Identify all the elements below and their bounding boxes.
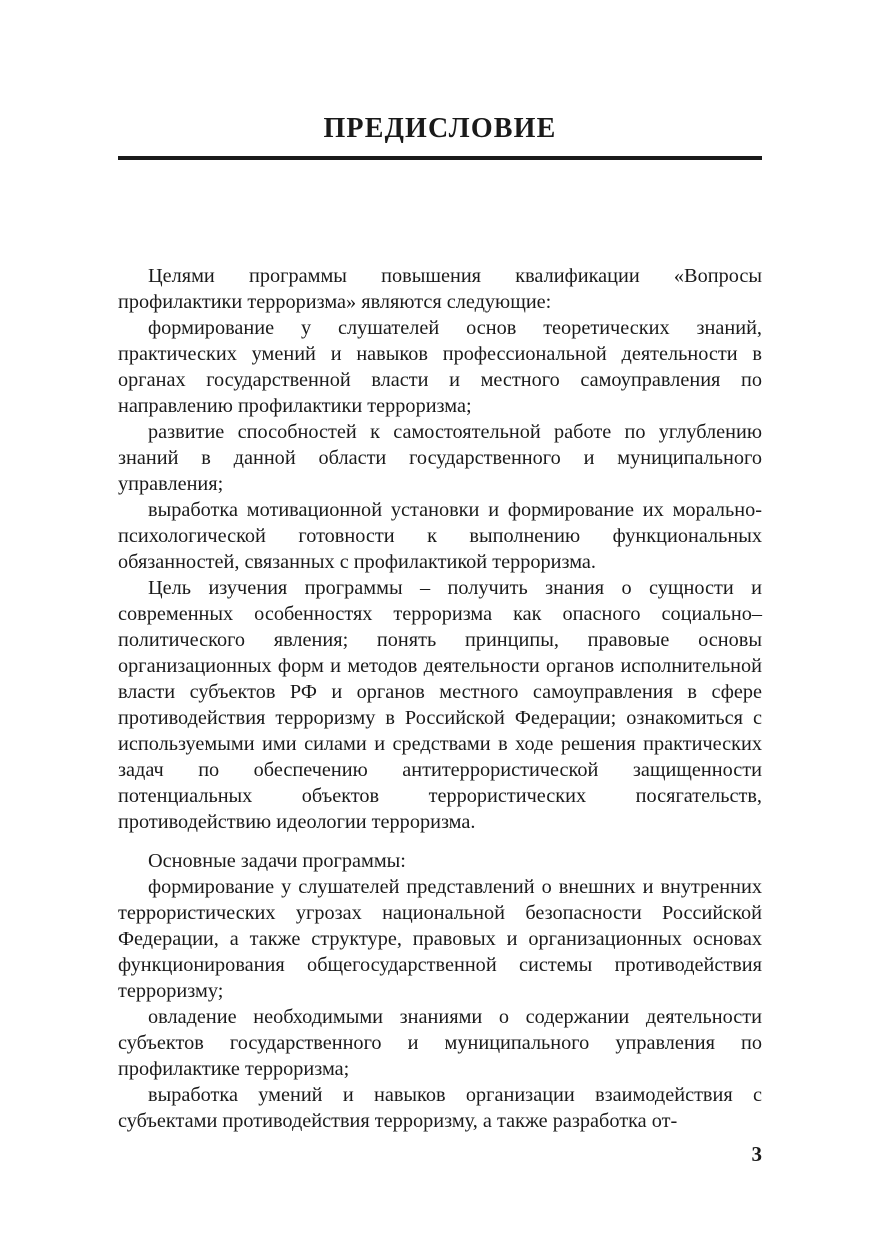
page-number: 3 — [751, 1142, 762, 1166]
paragraph-goals-intro: Целями программы повышения квалификации «Вопросы профилактики терроризма» являются следующие: — [118, 265, 762, 313]
title-divider — [118, 156, 762, 160]
paragraph-task-knowledge: овладение необходимыми знаниями о содержании деятельности субъектов государственного и муниципального управления по профилактике терроризма; — [118, 1006, 762, 1080]
paragraph-study-purpose: Цель изучения программы – получить знания о сущности и современных особенностях терроризма как опасного социально– политического явления; понять принципы, правовые основы организационных форм и методов деятельности органов исполнительной власти субъектов РФ и органов местного самоуправления в сфере противодействия терроризму в Российской Федерации; ознакомиться с используемыми ими силами и средствами в ходе решения практических задач по обеспечению антитеррористической защищенности потенциальных объектов террористических посягательств, противодействию идеологии терроризма. — [118, 577, 762, 833]
paragraph-goal-development: развитие способностей к самостоятельной работе по углублению знаний в данной области государственного и муниципального управления; — [118, 421, 762, 495]
body-text — [118, 263, 762, 1134]
paragraph-task-skills: выработка умений и навыков организации взаимодействия с субъектами противодействия терроризму, а также разработка от- — [118, 1084, 762, 1132]
paragraph-goal-formation: формирование у слушателей основ теоретических знаний, практических умений и навыков профессиональной деятельности в органах государственной власти и местного самоуправления по направлению профилактики терроризма; — [118, 317, 762, 417]
paragraph-tasks-intro: Основные задачи программы: — [148, 850, 406, 872]
paragraph-goal-motivation: выработка мотивационной установки и формирование их морально-психологической готовности к выполнению функциональных обязанностей, связанных с профилактикой терроризма. — [118, 499, 762, 573]
paragraph-task-representation: формирование у слушателей представлений о внешних и внутренних террористических угрозах национальной безопасности Российской Федерации, а также структуре, правовых и организационных основах функционирования общегосударственной системы противодействия терроризму; — [118, 876, 762, 1002]
page-title: ПРЕДИСЛОВИЕ — [323, 113, 557, 144]
